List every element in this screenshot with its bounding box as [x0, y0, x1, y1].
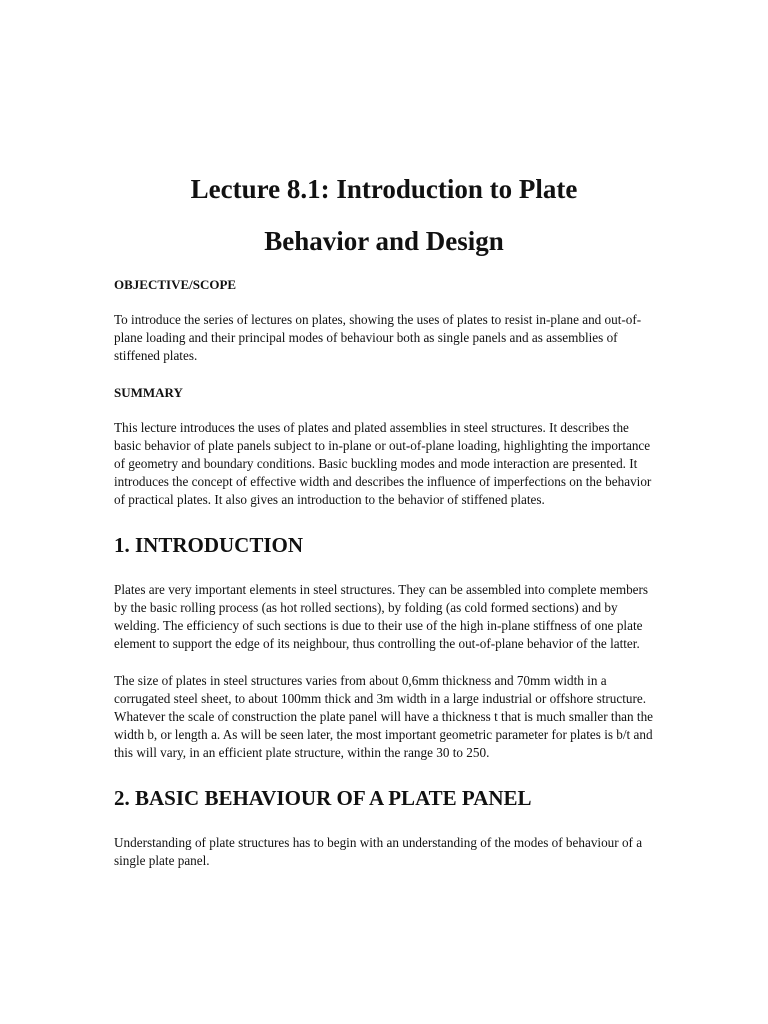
objective-heading: OBJECTIVE/SCOPE: [114, 277, 237, 292]
document-body: [114, 276, 659, 889]
section-1-heading: 1. INTRODUCTION: [114, 533, 304, 557]
summary-paragraph: This lecture introduces the uses of plates and plated assemblies in steel structures. It describes the basic behavior of plate panels subject to in-plane or out-of-plane loading, highlighting the importance of geometry and boundary conditions. Basic buckling modes and mode interaction are presented. It introduces the concept of effective width and describes the influence of imperfections on the behavior of practical plates. It also gives an introduction to the behavior of stiffened plates.: [114, 420, 652, 507]
summary-heading: SUMMARY: [114, 385, 183, 400]
document-title-line-1: Lecture 8.1: Introduction to Plate: [190, 174, 578, 204]
section-2-paragraph-1: Understanding of plate structures has to begin with an understanding of the modes of behaviour of a single plate panel.: [114, 835, 643, 868]
section-2-heading: 2. BASIC BEHAVIOUR OF A PLATE PANEL: [114, 786, 532, 810]
section-1-paragraph-2: The size of plates in steel structures varies from about 0,6mm thickness and 70mm width in a corrugated steel sheet, to about 100mm thick and 3m width in a large industrial or offshore structure. Whatever the scale of construction the plate panel will have a thickness t that is much smaller than the width b, or length a. As will be seen later, the most important geometric parameter for plates is b/t and this will vary, in an efficient plate structure, within the range 30 to 250.: [114, 673, 654, 760]
section-1-paragraph-1: Plates are very important elements in steel structures. They can be assembled into complete members by the basic rolling process (as hot rolled sections), by folding (as cold formed sections) and by welding. The efficiency of such sections is due to their use of the high in-plane stiffness of one plate element to support the edge of its neighbour, thus controlling the out-of-plane behavior of the latter.: [114, 582, 649, 651]
document-title-line-2: Behavior and Design: [264, 226, 504, 256]
objective-paragraph: To introduce the series of lectures on plates, showing the uses of plates to resist in-plane and out-of-plane loading and their principal modes of behaviour both as single panels and as assemblies of stiffened plates.: [114, 312, 642, 363]
